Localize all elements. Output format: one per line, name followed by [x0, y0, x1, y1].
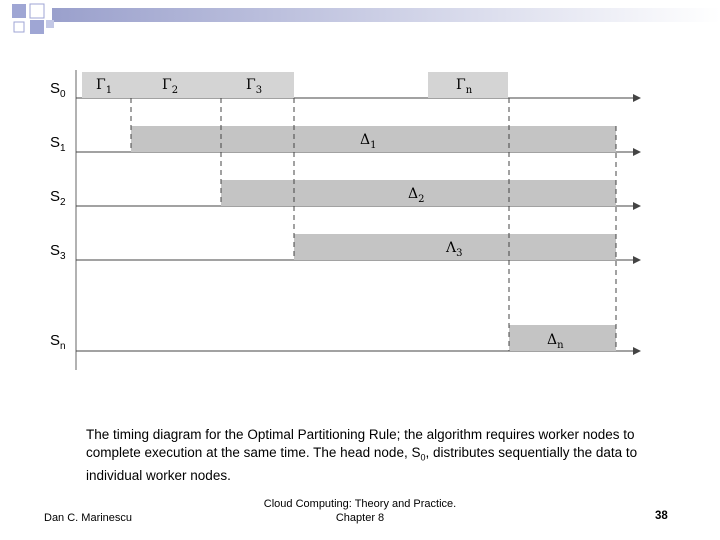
row-label-sn: $S_n$ [50, 332, 66, 352]
row-label-s1: $S_1$ [50, 134, 66, 154]
delta-label-n: $\Delta_n$ [547, 332, 564, 351]
gamma-label-2: $\Gamma_2$ [162, 77, 179, 96]
figure-caption: The timing diagram for the Optimal Partitioning Rule; the algorithm requires worker nodes to complete execution at the same time. The head node, $S_0$, distributes sequentially the data to individual worker nodes. [86, 427, 638, 483]
row-label-s3: $S_3$ [50, 242, 66, 262]
gamma-label-1: $\Gamma_1$ [96, 77, 113, 96]
row-label-s0: $S_0$ [50, 80, 66, 100]
footer-book-line1: Cloud Computing: Theory and Practice. [263, 498, 457, 510]
gamma-label-n: $\Gamma_n$ [456, 77, 473, 96]
lambda-label-3: $\Lambda_3$ [446, 240, 463, 259]
footer-author: Dan C. Marinescu [44, 512, 133, 524]
delta-label-2: $\Delta_2$ [408, 186, 425, 205]
gamma-bar-head [82, 72, 294, 98]
footer-book-line2: Chapter 8 [335, 512, 385, 524]
row-label-s2: $S_2$ [50, 188, 66, 208]
footer-book-title [230, 497, 490, 525]
page-number: 38 [655, 510, 668, 522]
gamma-label-3: $\Gamma_3$ [246, 77, 263, 96]
delta-label-1: $\Delta_1$ [360, 132, 377, 151]
